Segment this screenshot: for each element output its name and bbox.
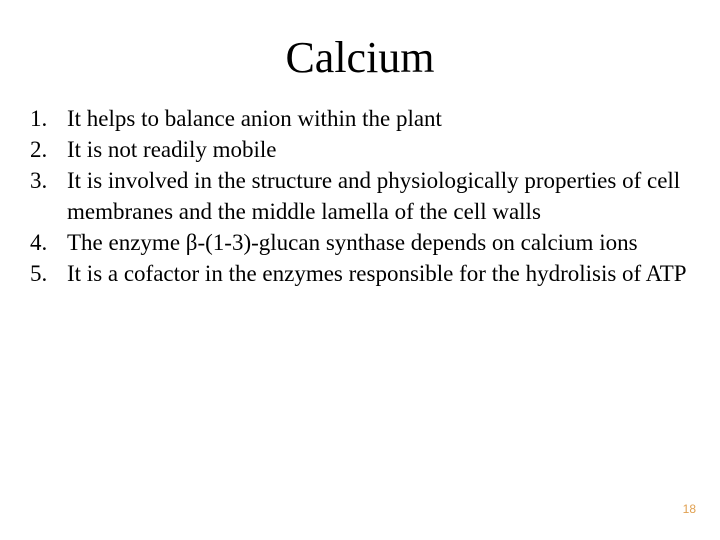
list-item: [30, 134, 700, 165]
slide-title: Calcium: [285, 33, 435, 82]
item-number: 1.: [30, 106, 48, 131]
item-text: The enzyme β-(1-3)-glucan synthase depends on calcium ions: [67, 230, 638, 255]
point-list: [30, 103, 700, 289]
list-item: [30, 165, 700, 227]
list-item: [30, 258, 700, 289]
item-number: 3.: [30, 168, 48, 193]
item-text: It helps to balance anion within the plant: [67, 106, 442, 131]
list-item: [30, 227, 700, 258]
item-text: It is a cofactor in the enzymes responsible for the hydrolisis of ATP: [67, 261, 687, 286]
item-number: 2.: [30, 137, 48, 162]
item-number: 5.: [30, 261, 48, 286]
item-text: It is involved in the structure and physiologically properties of cell membranes and the middle lamella of the cell walls: [67, 168, 681, 224]
item-number: 4.: [30, 230, 48, 255]
list-item: [30, 103, 700, 134]
page-number: 18: [682, 502, 696, 516]
item-text: It is not readily mobile: [67, 137, 277, 162]
